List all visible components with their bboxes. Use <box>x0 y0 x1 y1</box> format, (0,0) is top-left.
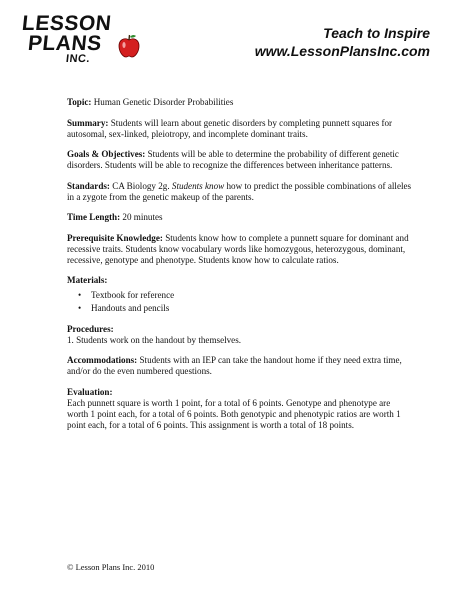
header-tagline <box>255 24 430 60</box>
logo-text-lesson: LESSON <box>20 12 113 35</box>
tagline-text: Teach to Inspire <box>323 25 430 41</box>
materials-list <box>67 290 412 314</box>
evaluation-text: Each punnett square is worth 1 point, for a total of 6 points. Genotype and phenotype are worth 1 point each, for a total of 6 points. Both genotypic and phenotypic ratios are worth 1 point each, for a total of 6 points. This assignment is worth a total of 18 points. <box>67 397 401 430</box>
goals-section <box>67 149 412 171</box>
material-item-text: Textbook for reference <box>91 290 175 300</box>
list-item <box>78 303 412 314</box>
evaluation-section <box>67 387 412 431</box>
apple-icon <box>118 34 140 58</box>
time-length-label: Time Length: <box>67 212 121 222</box>
lesson-plans-logo <box>22 10 142 70</box>
standards-section <box>67 181 412 203</box>
logo-text-inc: INC. <box>65 53 91 65</box>
materials-section <box>67 275 412 314</box>
summary-text: Students will learn about genetic disorders by completing punnett squares for autosomal, sex-linked, pleiotropy, and incomplete dominant traits. <box>67 117 393 139</box>
bullet-icon: • <box>78 290 82 300</box>
goals-label: Goals & Objectives: <box>67 149 146 159</box>
time-length-text: 20 minutes <box>122 212 163 222</box>
material-item-text: Handouts and pencils <box>91 303 170 313</box>
logo-text-plans: PLANS <box>26 32 103 55</box>
standards-italic: Students know <box>171 180 225 191</box>
prerequisite-text: Students know how to complete a punnett square for dominant and recessive traits. Students know vocabulary words like homozygous, heterozygous, dominant, recessive, genotype and phenotype. Students know how to calculate ratios. <box>67 232 409 265</box>
accommodations-text: Students with an IEP can take the handout home if they need extra time, and/or do the even numbered questions. <box>67 355 402 376</box>
standards-text-after: how to predict the possible combinations of alleles in a zygote from the genetic makeup of the parents. <box>67 180 412 202</box>
procedures-section <box>67 324 412 346</box>
evaluation-label: Evaluation: <box>67 386 113 397</box>
standards-label: Standards: <box>67 180 110 191</box>
time-length-section <box>67 212 412 223</box>
topic-section <box>67 97 412 108</box>
copyright-footer: © Lesson Plans Inc. 2010 <box>67 562 155 572</box>
procedures-text: 1. Students work on the handout by themselves. <box>67 334 242 345</box>
goals-text: Students will be able to determine the probability of different genetic disorders. Students will be able to recognize the differences between inheritance patterns. <box>67 149 399 170</box>
summary-label: Summary: <box>67 117 109 128</box>
accommodations-section <box>67 355 412 377</box>
topic-label: Topic: <box>67 97 92 107</box>
materials-label: Materials: <box>67 275 108 285</box>
website-link[interactable]: www.LessonPlansInc.com <box>254 43 430 59</box>
procedures-label: Procedures: <box>67 323 114 334</box>
standards-text-before: CA Biology 2g. <box>112 180 170 191</box>
bullet-icon: • <box>78 303 82 313</box>
lesson-plan-body <box>67 97 412 440</box>
topic-text: Human Genetic Disorder Probabilities <box>93 97 234 107</box>
accommodations-label: Accommodations: <box>67 355 138 365</box>
prerequisite-label: Prerequisite Knowledge: <box>67 232 163 243</box>
summary-section <box>67 118 412 140</box>
list-item <box>78 290 412 301</box>
prerequisite-section <box>67 233 412 266</box>
